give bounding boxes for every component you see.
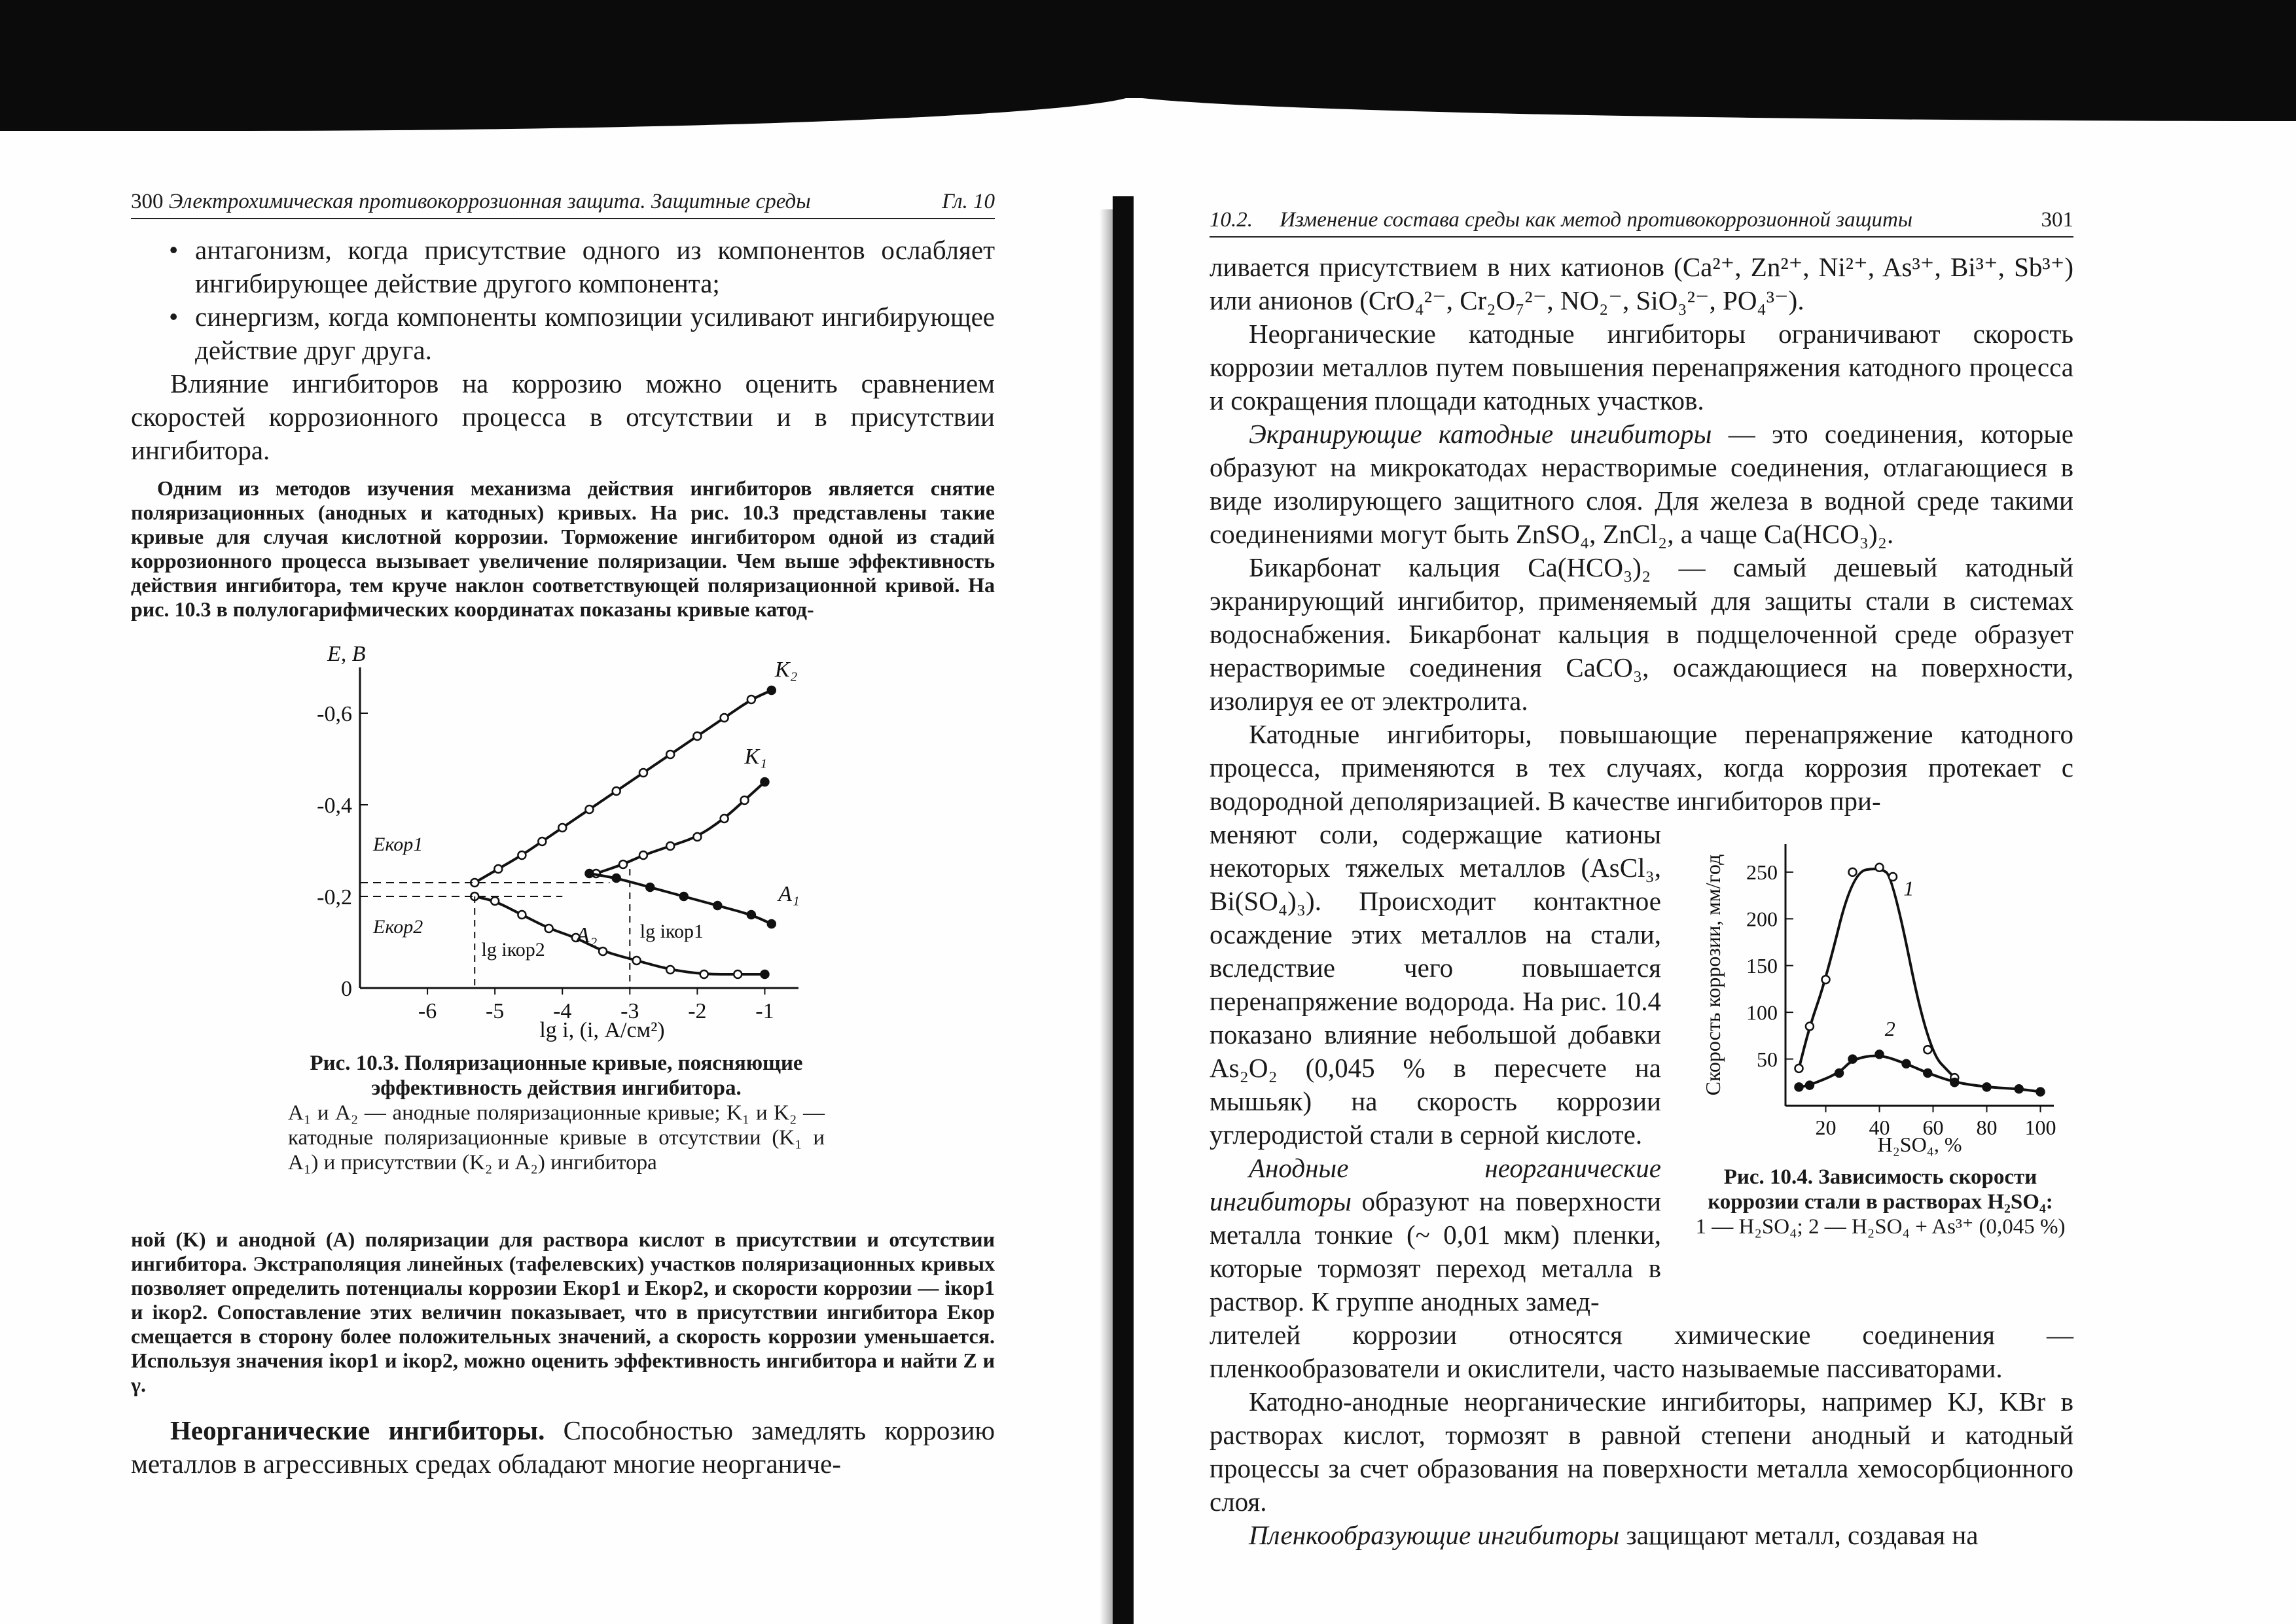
x-axis-title: H₂SO₄, % bbox=[1877, 1133, 1962, 1156]
bullet-text: синергизм, когда компоненты композиции усиливают ингибирующее действие друг друга. bbox=[195, 302, 995, 365]
data-point-A2 bbox=[599, 947, 607, 955]
x-tick-label: -6 bbox=[418, 999, 437, 1023]
spine-shadow bbox=[1100, 209, 1114, 1624]
paragraph-text: Катодные ингибиторы, повышающие перенапряжение катодного процесса, применяются в тех случаях, когда коррозия протекает с водородной деполяризацией. В качестве ингибиторов при- bbox=[1210, 719, 2073, 816]
x-tick-label: 60 bbox=[1922, 1116, 1944, 1139]
y-tick-label: 0 bbox=[341, 976, 352, 1001]
x-axis-title: lg i, (i, А/см²) bbox=[539, 1018, 665, 1042]
data-point-K1 bbox=[721, 815, 728, 822]
figure-10-3-chart bbox=[131, 641, 995, 1047]
italic-term: Анодные неорганические ингибиторы bbox=[1210, 1153, 1661, 1216]
data-point-1 bbox=[1795, 1065, 1803, 1072]
y-axis-title: E, В bbox=[327, 642, 366, 666]
data-point-K1 bbox=[741, 796, 749, 804]
data-point-1 bbox=[1849, 868, 1857, 876]
data-point-K2 bbox=[518, 851, 526, 859]
data-point-2 bbox=[1835, 1069, 1843, 1077]
italic-term: Экранирующие катодные ингибиторы bbox=[1249, 419, 1712, 449]
data-point-A2 bbox=[761, 970, 768, 978]
label-K2: K₂ bbox=[774, 658, 798, 682]
label-K1: K₁ bbox=[744, 745, 768, 769]
bullet-item bbox=[131, 300, 995, 367]
data-point-2 bbox=[1950, 1078, 1958, 1086]
data-point-K2 bbox=[494, 865, 502, 873]
data-point-K2 bbox=[666, 750, 674, 758]
data-point-1 bbox=[1876, 864, 1884, 872]
y-tick-label: -0,2 bbox=[317, 885, 352, 909]
x-tick-label: -1 bbox=[755, 999, 774, 1023]
data-point-2 bbox=[1876, 1050, 1884, 1058]
data-point-K2 bbox=[693, 732, 701, 740]
x-tick-label: 40 bbox=[1869, 1116, 1890, 1139]
small-text: Одним из методов изучения механизма действия ингибиторов является снятие поляризационных (анодных и катодных) кривых. На рис. 10.3 представлены такие кривые для случая кислотной коррозии. Торможение ингибитором одной из стадий коррозионного процесса вызывает увеличение поляризации. Чем выше эффективность действия ингибитора, тем круче наклон соответствующей поляризационной кривой. На рис. 10.3 в полулогарифмических координатах показаны кривые катод- bbox=[131, 476, 995, 621]
data-point-K2 bbox=[585, 805, 593, 813]
book-spine bbox=[1113, 196, 1134, 1624]
x-tick-label: 20 bbox=[1815, 1116, 1837, 1139]
caption-title: Рис. 10.4. Зависимость скорости коррозии стали в растворах H₂SO₄: bbox=[1708, 1165, 2053, 1214]
data-point-A2 bbox=[545, 925, 553, 932]
left-paragraph-1 bbox=[131, 367, 995, 467]
left-running-title: Электрохимическая противокоррозионная защита. Защитные среды bbox=[168, 190, 811, 213]
x-tick-label: -5 bbox=[485, 999, 505, 1023]
label-A1: A₁ bbox=[778, 882, 800, 906]
x-tick-label: 100 bbox=[2024, 1116, 2056, 1139]
figure-10-4-chart bbox=[1687, 818, 2073, 1158]
label-lg-icor2: lg iкор2 bbox=[481, 939, 545, 961]
right-body-lower bbox=[1210, 1318, 2073, 1552]
data-point-A2 bbox=[700, 970, 708, 978]
data-point-2 bbox=[1903, 1060, 1910, 1068]
right-float-block bbox=[1210, 818, 2073, 1318]
left-page bbox=[131, 190, 995, 1481]
data-point-A2 bbox=[518, 911, 526, 919]
data-point-K2 bbox=[721, 714, 728, 722]
data-point-2 bbox=[1849, 1055, 1857, 1063]
right-running-head bbox=[1210, 208, 2073, 238]
right-body bbox=[1210, 251, 2073, 818]
data-point-A2 bbox=[491, 897, 499, 905]
italic-term: Пленкообразующие ингибиторы bbox=[1249, 1520, 1620, 1550]
caption-title: Рис. 10.3. Поляризационные кривые, поясняющие эффективность действия ингибитора. bbox=[310, 1051, 803, 1100]
paragraph-text: Бикарбонат кальция Ca(HCO₃)₂ — самый дешевый катодный экранирующий ингибитор, применяемый для защиты стали в системах водоснабжения. Бикарбонат кальция в подщелоченной среде образует нерастворимые соединения CaCO₃, осаждающиеся на поверхности, изолируя ее от электролита. bbox=[1210, 552, 2073, 716]
paragraph-text: меняют соли, содержащие катионы некоторых тяжелых металлов (AsCl₃, Bi(SO₄)₃). Происходит контактное осаждение этих металлов на стали, вследствие чего повышается перенапряжение водорода. На рис. 10.4 показано влияние небольшой добавки As₂O₂ (0,045 % в пересчете на мышьяк) на скорость коррозии углеродистой стали в серной кислоте. bbox=[1210, 819, 1661, 1150]
data-point-A2 bbox=[666, 966, 674, 974]
data-point-2 bbox=[2037, 1088, 2045, 1096]
data-point-1 bbox=[1806, 1023, 1814, 1031]
label-ecor1: Eкор1 bbox=[373, 834, 423, 855]
y-tick-label: 200 bbox=[1746, 907, 1778, 931]
data-point-2 bbox=[1806, 1082, 1814, 1089]
series-line-K1 bbox=[596, 782, 765, 874]
data-point-K2 bbox=[558, 824, 566, 832]
paragraph-text: лителей коррозии относятся химические соединения — пленкообразователи и окислители, часто называемые пассиваторами. bbox=[1210, 1320, 2073, 1383]
data-point-A1 bbox=[768, 920, 776, 928]
paragraph-text: защищают металл, создавая на bbox=[1619, 1520, 1979, 1550]
right-narrow-column bbox=[1210, 818, 1661, 1318]
data-point-A2 bbox=[633, 957, 641, 964]
paragraph-text: Способностью замедлять коррозию металлов в агрессивных средах обладают многие неорганиче- bbox=[131, 1415, 996, 1479]
data-point-2 bbox=[2015, 1085, 2023, 1093]
label-A2: A₂ bbox=[575, 923, 598, 947]
scan-dark-border bbox=[0, 0, 2296, 98]
paragraph-text: Неорганические катодные ингибиторы ограничивают скорость коррозии металлов путем повышения перенапряжения катодного процесса и сокращения площади катодных участков. bbox=[1210, 319, 2073, 415]
x-tick-label: 80 bbox=[1976, 1116, 1998, 1139]
data-point-1 bbox=[1889, 873, 1897, 881]
x-tick-label: -3 bbox=[620, 999, 639, 1023]
data-point-A1 bbox=[613, 874, 620, 882]
right-page-number: 301 bbox=[2041, 208, 2073, 232]
label-ecor2: Eкор2 bbox=[373, 916, 423, 938]
right-running-title: Изменение состава среды как метод противокоррозионной защиты bbox=[1280, 208, 1913, 232]
data-point-K2 bbox=[538, 838, 546, 845]
data-point-A1 bbox=[680, 892, 688, 900]
data-point-K2 bbox=[747, 696, 755, 703]
figure-10-4 bbox=[1687, 818, 2073, 1318]
left-chapter-label: Гл. 10 bbox=[942, 190, 995, 213]
y-tick-label: 150 bbox=[1746, 953, 1778, 978]
x-tick-label: -4 bbox=[553, 999, 572, 1023]
data-point-1 bbox=[1822, 976, 1830, 983]
paragraph-text: — это соединения, которые образуют на микрокатодах нерастворимые соединения, отлагающиеся в виде изолирующего защитного слоя. Для железа в водной среде такими соединениями могут быть ZnSO₄, ZnCl₂, а чаще Ca(HCO₃)₂. bbox=[1210, 419, 2073, 549]
paragraph-text: ливается присутствием в них катионов (Ca²⁺, Zn²⁺, Ni²⁺, As³⁺, Bi³⁺, Sb³⁺) или анионов (CrO₄²⁻, Cr₂O₇²⁻, NO₂⁻, SiO₃²⁻, PO₄³⁻). bbox=[1210, 252, 2073, 315]
data-point-2 bbox=[1924, 1069, 1931, 1077]
data-point-A2 bbox=[734, 970, 742, 978]
x-tick-label: -2 bbox=[688, 999, 707, 1023]
section-heading: Неорганические ингибиторы. bbox=[170, 1415, 545, 1445]
right-section-number: 10.2. bbox=[1210, 208, 1253, 232]
data-point-A1 bbox=[585, 870, 593, 877]
data-point-A1 bbox=[713, 902, 721, 909]
label-lg-icor1: lg iкор1 bbox=[639, 921, 704, 942]
figure-10-4-caption bbox=[1687, 1165, 2073, 1239]
y-tick-label: 100 bbox=[1746, 1000, 1778, 1025]
left-paragraph-2 bbox=[131, 1414, 995, 1481]
data-point-2 bbox=[1983, 1083, 1991, 1091]
bullet-text: антагонизм, когда присутствие одного из компонентов ослабляет ингибирующее действие другого компонента; bbox=[195, 235, 995, 298]
y-tick-label: -0,4 bbox=[317, 793, 352, 818]
left-running-head bbox=[131, 190, 995, 219]
data-point-K2 bbox=[768, 686, 776, 694]
right-page bbox=[1210, 208, 2073, 1552]
data-point-K1 bbox=[666, 842, 674, 850]
data-point-K1 bbox=[693, 833, 701, 841]
small-text: ной (K) и анодной (A) поляризации для раствора кислот в присутствии и отсутствии ингибитора. Экстраполяция линейных (тафелевских) участков поляризационных кривых позволяет определить потенциалы коррозии Eкор1 и Eкор2, и скорости коррозии — iкор1 и iкор2. Сопоставление этих величин показывает, что в присутствии ингибитора Eкор смещается в сторону более положительных значений, а скорость коррозии уменьшается. Используя значения iкор1 и iкор2, можно оценить эффективность ингибитора и найти Z и γ. bbox=[131, 1227, 995, 1396]
y-axis-title: Скорость коррозии, мм/год bbox=[1701, 854, 1725, 1096]
paragraph-text: Катодно-анодные неорганические ингибиторы, например KJ, KBr в растворах кислот, тормозят в равной степени анодный и катодный процессы за счет образования на поверхности металла хемосорбционного слоя. bbox=[1210, 1386, 2073, 1517]
data-point-K2 bbox=[613, 787, 620, 795]
bullet-icon: • bbox=[169, 302, 179, 332]
paragraph-text: Влияние ингибиторов на коррозию можно оценить сравнением скоростей коррозионного процесса в отсутствии и в присутствии ингибитора. bbox=[131, 368, 995, 465]
bullet-icon: • bbox=[169, 235, 179, 265]
caption-body: A₁ и A₂ — анодные поляризационные кривые; K₁ и K₂ — катодные поляризационные кривые в отсутствии (K₁ и A₁) и присутствии (K₂ и A₂) ингибитора bbox=[288, 1101, 825, 1174]
series-line-1 bbox=[1799, 869, 1955, 1078]
label-series-2: 2 bbox=[1884, 1016, 1895, 1040]
data-point-2 bbox=[1795, 1083, 1803, 1091]
label-series-1: 1 bbox=[1903, 876, 1914, 900]
left-small-paragraph-2 bbox=[131, 1227, 995, 1397]
y-tick-label: 50 bbox=[1757, 1047, 1778, 1071]
data-point-A1 bbox=[646, 883, 654, 891]
data-point-A1 bbox=[747, 911, 755, 919]
left-small-paragraph-1 bbox=[131, 476, 995, 622]
y-tick-label: 250 bbox=[1746, 860, 1778, 885]
data-point-K1 bbox=[639, 851, 647, 859]
data-point-K1 bbox=[619, 860, 627, 868]
scan-dark-border-right bbox=[1113, 92, 2296, 121]
figure-10-3-caption bbox=[288, 1051, 825, 1175]
data-point-1 bbox=[1924, 1046, 1931, 1053]
left-page-number: 300 bbox=[131, 190, 164, 213]
scan-dark-border-left bbox=[0, 92, 1139, 131]
paragraph-text: образуют на поверхности металла тонкие (~ 0,01 мкм) пленки, которые тормозят переход металла в раствор. К группе анодных замед- bbox=[1210, 1186, 1661, 1316]
bullet-item bbox=[131, 234, 995, 300]
y-tick-label: -0,6 bbox=[317, 701, 352, 726]
data-point-K1 bbox=[761, 778, 768, 786]
caption-body: 1 — H₂SO₄; 2 — H₂SO₄ + As³⁺ (0,045 %) bbox=[1695, 1215, 2066, 1239]
data-point-K2 bbox=[639, 769, 647, 777]
